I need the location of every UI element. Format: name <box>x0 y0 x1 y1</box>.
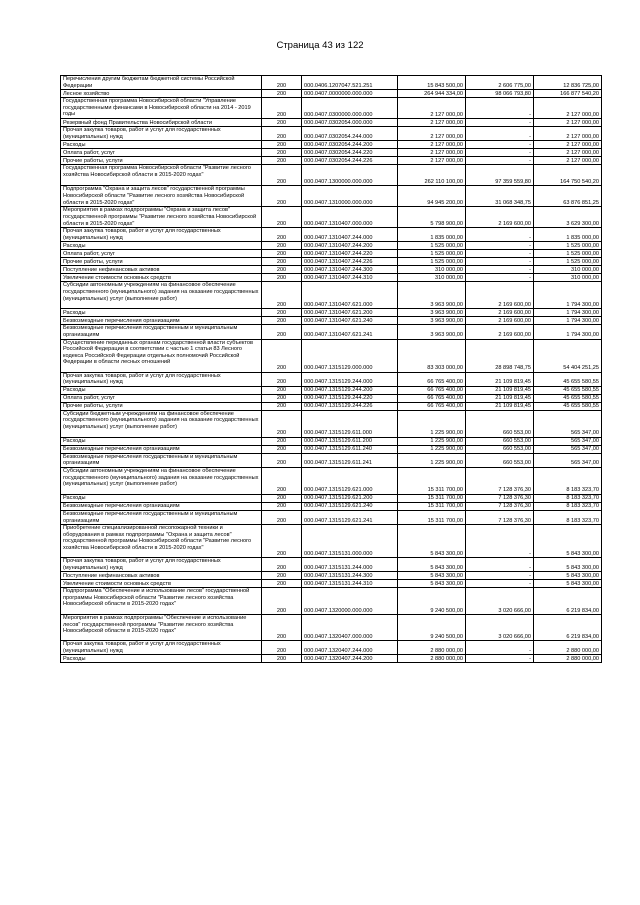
row-admin-code-cell: 200 <box>262 402 302 410</box>
row-executed-amount-cell: 98 066 793,80 <box>466 90 534 98</box>
row-admin-code-cell: 200 <box>262 127 302 141</box>
row-budget-code-cell: 000.0407.0302054.000.000 <box>302 119 398 127</box>
row-remaining-amount-cell: 166 877 540,20 <box>534 90 602 98</box>
row-name-cell: Расходы <box>61 141 262 149</box>
row-approved-amount-cell: 264 944 334,00 <box>398 90 466 98</box>
row-admin-code-cell: 200 <box>262 98 302 119</box>
table-row <box>61 186 602 207</box>
row-approved-amount-cell: 2 127 000,00 <box>398 149 466 157</box>
table-row <box>61 510 602 524</box>
row-executed-amount-cell: 28 898 748,75 <box>466 339 534 372</box>
row-approved-amount-cell: 1 225 900,00 <box>398 410 466 437</box>
row-budget-code-cell: 000.0407.1310407.000.000 <box>302 207 398 228</box>
row-budget-code-cell: 000.0407.1315131.000.000 <box>302 525 398 558</box>
row-admin-code-cell: 200 <box>262 258 302 266</box>
row-name-cell: Оплата работ, услуг <box>61 394 262 402</box>
row-remaining-amount-cell: 1 525 000,00 <box>534 250 602 258</box>
row-budget-code-cell: 000.0407.1310407.621.200 <box>302 309 398 317</box>
row-executed-amount-cell: 2 169 600,00 <box>466 309 534 317</box>
table-row <box>61 250 602 258</box>
row-remaining-amount-cell: 8 183 323,70 <box>534 502 602 510</box>
table-row <box>61 494 602 502</box>
row-name-cell: Субсидии автономным учреждениям на финансовое обеспечение государственного (муниципального) задания на оказание государственных (муниципальных) услуг (выполнение работ) <box>61 467 262 494</box>
row-approved-amount-cell: 2 127 000,00 <box>398 141 466 149</box>
row-remaining-amount-cell: 1 794 300,00 <box>534 325 602 339</box>
row-admin-code-cell: 200 <box>262 242 302 250</box>
row-name-cell: Подпрограмма "Охрана и защита лесов" государственной программы Новосибирской области "Развитие лесного хозяйства Новосибирской области в 2015-2020 годах" <box>61 186 262 207</box>
row-budget-code-cell: 000.0407.1320407.000.000 <box>302 615 398 641</box>
row-name-cell: Безвозмездные перечисления организациям <box>61 445 262 453</box>
row-name-cell: Мероприятия в рамках подпрограммы "Охрана и защита лесов" государственной программы "Развитие лесного хозяйства Новосибирской области в 2015-2020 годах" <box>61 207 262 228</box>
row-executed-amount-cell: 2 169 600,00 <box>466 282 534 309</box>
row-budget-code-cell: 000.0407.1315129.611.000 <box>302 410 398 437</box>
table-row <box>61 309 602 317</box>
row-name-cell: Резервный фонд Правительства Новосибирской области <box>61 119 262 127</box>
row-budget-code-cell: 000.0407.0302054.244.220 <box>302 149 398 157</box>
row-admin-code-cell: 200 <box>262 588 302 615</box>
row-approved-amount-cell: 3 963 900,00 <box>398 282 466 309</box>
row-approved-amount-cell: 66 765 400,00 <box>398 394 466 402</box>
row-executed-amount-cell: 7 128 376,30 <box>466 494 534 502</box>
row-name-cell: Прочая закупка товаров, работ и услуг для государственных (муниципальных) нужд <box>61 558 262 572</box>
row-approved-amount-cell: 15 311 700,00 <box>398 502 466 510</box>
row-budget-code-cell: 000.0407.1315129.621.200 <box>302 494 398 502</box>
row-approved-amount-cell: 2 127 000,00 <box>398 127 466 141</box>
row-budget-code-cell: 000.0407.1315129.621.240 <box>302 502 398 510</box>
table-row <box>61 317 602 325</box>
row-name-cell: Государственная программа Новосибирской области "Управление государственными финансами в Новосибирской области на 2014 - 2019 годы <box>61 98 262 119</box>
row-executed-amount-cell: 7 128 376,30 <box>466 467 534 494</box>
row-executed-amount-cell: - <box>466 655 534 663</box>
row-remaining-amount-cell: 164 750 540,20 <box>534 165 602 186</box>
table-row <box>61 90 602 98</box>
row-approved-amount-cell: 15 311 700,00 <box>398 494 466 502</box>
row-admin-code-cell: 200 <box>262 339 302 372</box>
table-row <box>61 525 602 558</box>
row-budget-code-cell: 000.0407.1315129.611.240 <box>302 445 398 453</box>
row-executed-amount-cell: 21 109 819,45 <box>466 394 534 402</box>
row-name-cell: Подпрограмма "Обеспечение и использование лесов" государственной программы Новосибирской области "Развитие лесного хозяйства Новосибирской области в 2015-2020 годах" <box>61 588 262 615</box>
row-name-cell: Безвозмездные перечисления государственным и муниципальным организациям <box>61 510 262 524</box>
row-admin-code-cell: 200 <box>262 372 302 386</box>
row-executed-amount-cell: - <box>466 228 534 242</box>
row-name-cell: Прочие работы, услуги <box>61 157 262 165</box>
row-approved-amount-cell: 3 963 900,00 <box>398 317 466 325</box>
row-remaining-amount-cell: 310 000,00 <box>534 274 602 282</box>
row-admin-code-cell: 200 <box>262 467 302 494</box>
table-row <box>61 410 602 437</box>
row-approved-amount-cell: 2 127 000,00 <box>398 98 466 119</box>
row-admin-code-cell: 200 <box>262 165 302 186</box>
row-remaining-amount-cell: 63 876 851,25 <box>534 186 602 207</box>
table-row <box>61 453 602 467</box>
row-approved-amount-cell: 1 225 900,00 <box>398 445 466 453</box>
row-name-cell: Субсидии бюджетным учреждениям на финансовое обеспечение государственного (муниципального) задания на оказание государственных (муниципальных) услуг (выполнение работ) <box>61 410 262 437</box>
table-row <box>61 157 602 165</box>
row-budget-code-cell: 000.0407.1310407.244.310 <box>302 274 398 282</box>
row-admin-code-cell: 200 <box>262 90 302 98</box>
row-executed-amount-cell: - <box>466 149 534 157</box>
row-executed-amount-cell: 21 109 819,45 <box>466 372 534 386</box>
row-remaining-amount-cell: 310 000,00 <box>534 266 602 274</box>
row-admin-code-cell: 200 <box>262 437 302 445</box>
table-row <box>61 588 602 615</box>
row-executed-amount-cell: 21 109 819,45 <box>466 386 534 394</box>
row-approved-amount-cell: 262 110 100,00 <box>398 165 466 186</box>
row-budget-code-cell: 000.0407.1315129.621.000 <box>302 467 398 494</box>
row-name-cell: Субсидии автономным учреждениям на финансовое обеспечение государственного (муниципального) задания на оказание государственных (муниципальных) услуг (выполнение работ) <box>61 282 262 309</box>
row-remaining-amount-cell: 5 843 300,00 <box>534 572 602 580</box>
row-budget-code-cell: 000.0407.1310407.621.000 <box>302 282 398 309</box>
row-executed-amount-cell: 2 169 600,00 <box>466 317 534 325</box>
row-remaining-amount-cell: 1 794 300,00 <box>534 282 602 309</box>
table-row <box>61 266 602 274</box>
row-executed-amount-cell: 2 169 600,00 <box>466 325 534 339</box>
row-executed-amount-cell: 660 553,00 <box>466 437 534 445</box>
row-remaining-amount-cell: 8 183 323,70 <box>534 494 602 502</box>
row-executed-amount-cell: - <box>466 242 534 250</box>
row-budget-code-cell: 000.0407.1320000.000.000 <box>302 588 398 615</box>
row-approved-amount-cell: 15 311 700,00 <box>398 467 466 494</box>
row-admin-code-cell: 200 <box>262 282 302 309</box>
row-name-cell: Осуществление переданных органам государственной власти субъектов Российской Федерации в соответствии с частью 1 статьи 83 Лесного кодекса Российской Федерации отдельных полномочий Российской Федерации в области лесных отношений <box>61 339 262 372</box>
row-approved-amount-cell: 9 240 500,00 <box>398 588 466 615</box>
row-budget-code-cell: 000.0407.0302054.244.000 <box>302 127 398 141</box>
row-name-cell: Мероприятия в рамках подпрограммы "Обеспечение и использование лесов" государственной программы "Развитие лесного хозяйства Новосибирской области в 2015-2020 годах" <box>61 615 262 641</box>
row-name-cell: Прочая закупка товаров, работ и услуг для государственных (муниципальных) нужд <box>61 372 262 386</box>
table-row <box>61 572 602 580</box>
row-name-cell: Прочие работы, услуги <box>61 402 262 410</box>
row-name-cell: Поступление нефинансовых активов <box>61 266 262 274</box>
row-approved-amount-cell: 310 000,00 <box>398 266 466 274</box>
row-remaining-amount-cell: 5 843 300,00 <box>534 580 602 588</box>
row-executed-amount-cell: - <box>466 274 534 282</box>
table-row <box>61 372 602 386</box>
page-number-header: Страница 43 из 122 <box>276 40 364 51</box>
row-executed-amount-cell: 7 128 376,30 <box>466 502 534 510</box>
table-row <box>61 402 602 410</box>
row-name-cell: Прочие работы, услуги <box>61 258 262 266</box>
row-remaining-amount-cell: 2 127 000,00 <box>534 127 602 141</box>
row-name-cell: Прочая закупка товаров, работ и услуг для государственных (муниципальных) нужд <box>61 228 262 242</box>
row-executed-amount-cell: - <box>466 119 534 127</box>
row-admin-code-cell: 200 <box>262 119 302 127</box>
row-approved-amount-cell: 83 303 000,00 <box>398 339 466 372</box>
row-admin-code-cell: 200 <box>262 410 302 437</box>
row-remaining-amount-cell: 2 127 000,00 <box>534 157 602 165</box>
row-approved-amount-cell: 15 843 500,00 <box>398 76 466 90</box>
row-executed-amount-cell: 3 020 666,00 <box>466 588 534 615</box>
row-approved-amount-cell: 15 311 700,00 <box>398 510 466 524</box>
row-name-cell: Безвозмездные перечисления организациям <box>61 502 262 510</box>
row-budget-code-cell: 000.0407.1315129.611.241 <box>302 453 398 467</box>
table-row <box>61 165 602 186</box>
row-executed-amount-cell: 660 553,00 <box>466 410 534 437</box>
row-executed-amount-cell: 7 128 376,30 <box>466 510 534 524</box>
row-approved-amount-cell: 2 880 000,00 <box>398 641 466 655</box>
row-budget-code-cell: 000.0406.1207047.521.251 <box>302 76 398 90</box>
row-approved-amount-cell: 66 765 400,00 <box>398 402 466 410</box>
row-admin-code-cell: 200 <box>262 445 302 453</box>
row-name-cell: Безвозмездные перечисления организациям <box>61 317 262 325</box>
row-remaining-amount-cell: 45 655 580,55 <box>534 386 602 394</box>
row-name-cell: Прочая закупка товаров, работ и услуг для государственных (муниципальных) нужд <box>61 127 262 141</box>
row-approved-amount-cell: 94 945 200,00 <box>398 186 466 207</box>
table-row <box>61 615 602 641</box>
row-budget-code-cell: 000.0407.1315129.621.241 <box>302 510 398 524</box>
table-row <box>61 580 602 588</box>
row-admin-code-cell: 200 <box>262 641 302 655</box>
budget-table <box>60 75 602 663</box>
row-approved-amount-cell: 310 000,00 <box>398 274 466 282</box>
row-budget-code-cell: 000.0407.1310407.244.220 <box>302 250 398 258</box>
row-budget-code-cell: 000.0407.1320407.244.000 <box>302 641 398 655</box>
row-executed-amount-cell: - <box>466 127 534 141</box>
row-admin-code-cell: 200 <box>262 502 302 510</box>
table-row <box>61 76 602 90</box>
row-approved-amount-cell: 2 880 000,00 <box>398 655 466 663</box>
row-budget-code-cell: 000.0407.0302054.244.226 <box>302 157 398 165</box>
row-admin-code-cell: 200 <box>262 494 302 502</box>
row-remaining-amount-cell: 565 347,00 <box>534 437 602 445</box>
row-budget-code-cell: 000.0407.1310407.244.226 <box>302 258 398 266</box>
row-remaining-amount-cell: 45 655 580,55 <box>534 402 602 410</box>
row-executed-amount-cell: - <box>466 157 534 165</box>
row-remaining-amount-cell: 2 127 000,00 <box>534 119 602 127</box>
row-admin-code-cell: 200 <box>262 250 302 258</box>
row-admin-code-cell: 200 <box>262 207 302 228</box>
row-executed-amount-cell: - <box>466 141 534 149</box>
table-row <box>61 274 602 282</box>
table-row <box>61 339 602 372</box>
row-name-cell: Перечисления другим бюджетам бюджетной системы Российской Федерации <box>61 76 262 90</box>
row-budget-code-cell: 000.0407.1315129.244.220 <box>302 394 398 402</box>
row-approved-amount-cell: 1 835 000,00 <box>398 228 466 242</box>
row-admin-code-cell: 200 <box>262 228 302 242</box>
row-budget-code-cell: 000.0407.1310407.621.240 <box>302 317 398 325</box>
row-remaining-amount-cell: 2 880 000,00 <box>534 655 602 663</box>
row-budget-code-cell: 000.0407.1315129.611.200 <box>302 437 398 445</box>
row-admin-code-cell: 200 <box>262 386 302 394</box>
row-executed-amount-cell: - <box>466 580 534 588</box>
row-name-cell: Расходы <box>61 242 262 250</box>
row-remaining-amount-cell: 2 127 000,00 <box>534 141 602 149</box>
row-executed-amount-cell: 2 606 775,00 <box>466 76 534 90</box>
row-approved-amount-cell: 5 843 300,00 <box>398 558 466 572</box>
row-remaining-amount-cell: 8 183 323,70 <box>534 510 602 524</box>
row-approved-amount-cell: 3 963 900,00 <box>398 309 466 317</box>
row-admin-code-cell: 200 <box>262 317 302 325</box>
table-row <box>61 394 602 402</box>
table-row <box>61 445 602 453</box>
row-approved-amount-cell: 66 765 400,00 <box>398 372 466 386</box>
row-remaining-amount-cell: 5 843 300,00 <box>534 558 602 572</box>
row-executed-amount-cell: - <box>466 98 534 119</box>
row-budget-code-cell: 000.0407.1315129.244.000 <box>302 372 398 386</box>
row-approved-amount-cell: 66 765 400,00 <box>398 386 466 394</box>
row-executed-amount-cell: - <box>466 641 534 655</box>
row-executed-amount-cell: - <box>466 525 534 558</box>
table-row <box>61 242 602 250</box>
row-admin-code-cell: 200 <box>262 157 302 165</box>
row-admin-code-cell: 200 <box>262 580 302 588</box>
row-budget-code-cell: 000.0407.1310000.000.000 <box>302 186 398 207</box>
row-budget-code-cell: 000.0407.1315129.000.000 <box>302 339 398 372</box>
row-admin-code-cell: 200 <box>262 141 302 149</box>
row-admin-code-cell: 200 <box>262 325 302 339</box>
row-remaining-amount-cell: 1 525 000,00 <box>534 258 602 266</box>
row-remaining-amount-cell: 2 127 000,00 <box>534 149 602 157</box>
row-admin-code-cell: 200 <box>262 149 302 157</box>
row-name-cell: Безвозмездные перечисления государственным и муниципальным организациям <box>61 325 262 339</box>
row-budget-code-cell: 000.0407.1315131.244.000 <box>302 558 398 572</box>
row-approved-amount-cell: 1 225 900,00 <box>398 437 466 445</box>
row-name-cell: Оплата работ, услуг <box>61 250 262 258</box>
row-remaining-amount-cell: 8 183 323,70 <box>534 467 602 494</box>
row-admin-code-cell: 200 <box>262 76 302 90</box>
row-budget-code-cell: 000.0407.1310407.244.000 <box>302 228 398 242</box>
row-name-cell: Увеличение стоимости основных средств <box>61 580 262 588</box>
row-name-cell: Лесное хозяйство <box>61 90 262 98</box>
table-row <box>61 127 602 141</box>
row-remaining-amount-cell: 565 347,00 <box>534 410 602 437</box>
row-budget-code-cell: 000.0407.0302054.244.200 <box>302 141 398 149</box>
row-approved-amount-cell: 2 127 000,00 <box>398 119 466 127</box>
row-admin-code-cell: 200 <box>262 274 302 282</box>
table-row <box>61 386 602 394</box>
row-executed-amount-cell: - <box>466 266 534 274</box>
row-remaining-amount-cell: 1 794 300,00 <box>534 317 602 325</box>
row-approved-amount-cell: 3 963 900,00 <box>398 325 466 339</box>
row-executed-amount-cell: 97 359 559,80 <box>466 165 534 186</box>
row-remaining-amount-cell: 1 525 000,00 <box>534 242 602 250</box>
row-remaining-amount-cell: 2 127 000,00 <box>534 98 602 119</box>
row-executed-amount-cell: 660 553,00 <box>466 445 534 453</box>
row-approved-amount-cell: 5 843 300,00 <box>398 580 466 588</box>
row-approved-amount-cell: 1 525 000,00 <box>398 242 466 250</box>
row-name-cell: Оплата работ, услуг <box>61 149 262 157</box>
table-row <box>61 119 602 127</box>
row-remaining-amount-cell: 565 347,00 <box>534 453 602 467</box>
row-approved-amount-cell: 1 525 000,00 <box>398 258 466 266</box>
row-remaining-amount-cell: 45 655 580,55 <box>534 372 602 386</box>
row-name-cell: Государственная программа Новосибирской области "Развитие лесного хозяйства Новосибирской области в 2015-2020 годах" <box>61 165 262 186</box>
row-executed-amount-cell: - <box>466 258 534 266</box>
row-remaining-amount-cell: 3 629 300,00 <box>534 207 602 228</box>
row-remaining-amount-cell: 1 835 000,00 <box>534 228 602 242</box>
row-name-cell: Безвозмездные перечисления государственным и муниципальным организациям <box>61 453 262 467</box>
row-budget-code-cell: 000.0407.1315131.244.300 <box>302 572 398 580</box>
table-row <box>61 207 602 228</box>
table-row <box>61 98 602 119</box>
table-row <box>61 641 602 655</box>
row-approved-amount-cell: 5 798 900,00 <box>398 207 466 228</box>
row-name-cell: Расходы <box>61 655 262 663</box>
row-executed-amount-cell: - <box>466 250 534 258</box>
row-name-cell: Поступление нефинансовых активов <box>61 572 262 580</box>
row-budget-code-cell: 000.0407.1310407.244.200 <box>302 242 398 250</box>
row-executed-amount-cell: - <box>466 558 534 572</box>
row-budget-code-cell: 000.0407.1310407.621.241 <box>302 325 398 339</box>
row-approved-amount-cell: 5 843 300,00 <box>398 525 466 558</box>
row-name-cell: Прочая закупка товаров, работ и услуг для государственных (муниципальных) нужд <box>61 641 262 655</box>
row-remaining-amount-cell: 5 843 300,00 <box>534 525 602 558</box>
row-budget-code-cell: 000.0407.0000000.000.000 <box>302 90 398 98</box>
table-row <box>61 282 602 309</box>
row-budget-code-cell: 000.0407.1300000.000.000 <box>302 165 398 186</box>
row-admin-code-cell: 200 <box>262 309 302 317</box>
row-executed-amount-cell: 2 169 600,00 <box>466 207 534 228</box>
row-name-cell: Расходы <box>61 494 262 502</box>
row-name-cell: Увеличение стоимости основных средств <box>61 274 262 282</box>
row-admin-code-cell: 200 <box>262 266 302 274</box>
row-name-cell: Расходы <box>61 386 262 394</box>
row-budget-code-cell: 000.0407.1310407.244.300 <box>302 266 398 274</box>
row-admin-code-cell: 200 <box>262 615 302 641</box>
row-name-cell: Приобретение специализированной лесопожарной техники и оборудования в рамках подпрограммы "Охрана и защита лесов" государственной программы Новосибирской области "Развитие лесного хозяйства Новосибирской области в 2015-2020 годах" <box>61 525 262 558</box>
budget-table-body <box>61 76 602 663</box>
table-row <box>61 558 602 572</box>
row-admin-code-cell: 200 <box>262 525 302 558</box>
row-executed-amount-cell: 21 109 819,45 <box>466 402 534 410</box>
row-budget-code-cell: 000.0407.1315129.244.226 <box>302 402 398 410</box>
row-admin-code-cell: 200 <box>262 510 302 524</box>
row-approved-amount-cell: 1 225 900,00 <box>398 453 466 467</box>
row-budget-code-cell: 000.0407.0300000.000.000 <box>302 98 398 119</box>
row-executed-amount-cell: 31 068 348,75 <box>466 186 534 207</box>
row-approved-amount-cell: 1 525 000,00 <box>398 250 466 258</box>
table-row <box>61 467 602 494</box>
table-row <box>61 325 602 339</box>
row-admin-code-cell: 200 <box>262 186 302 207</box>
row-approved-amount-cell: 5 843 300,00 <box>398 572 466 580</box>
row-remaining-amount-cell: 54 404 251,25 <box>534 339 602 372</box>
row-remaining-amount-cell: 45 655 580,55 <box>534 394 602 402</box>
row-approved-amount-cell: 2 127 000,00 <box>398 157 466 165</box>
row-admin-code-cell: 200 <box>262 655 302 663</box>
row-approved-amount-cell: 9 240 500,00 <box>398 615 466 641</box>
table-row <box>61 502 602 510</box>
table-row <box>61 258 602 266</box>
row-remaining-amount-cell: 6 219 834,00 <box>534 615 602 641</box>
row-remaining-amount-cell: 1 794 300,00 <box>534 309 602 317</box>
table-row <box>61 141 602 149</box>
row-admin-code-cell: 200 <box>262 394 302 402</box>
table-row <box>61 655 602 663</box>
row-executed-amount-cell: - <box>466 572 534 580</box>
row-name-cell: Расходы <box>61 309 262 317</box>
row-remaining-amount-cell: 6 219 834,00 <box>534 588 602 615</box>
row-remaining-amount-cell: 565 347,00 <box>534 445 602 453</box>
table-row <box>61 228 602 242</box>
row-budget-code-cell: 000.0407.1315129.244.200 <box>302 386 398 394</box>
row-remaining-amount-cell: 2 880 000,00 <box>534 641 602 655</box>
row-remaining-amount-cell: 12 836 725,00 <box>534 76 602 90</box>
row-admin-code-cell: 200 <box>262 558 302 572</box>
row-admin-code-cell: 200 <box>262 572 302 580</box>
row-name-cell: Расходы <box>61 437 262 445</box>
table-row <box>61 149 602 157</box>
row-admin-code-cell: 200 <box>262 453 302 467</box>
table-row <box>61 437 602 445</box>
row-budget-code-cell: 000.0407.1320407.244.200 <box>302 655 398 663</box>
row-executed-amount-cell: 3 020 666,00 <box>466 615 534 641</box>
row-budget-code-cell: 000.0407.1315131.244.310 <box>302 580 398 588</box>
row-executed-amount-cell: 660 553,00 <box>466 453 534 467</box>
